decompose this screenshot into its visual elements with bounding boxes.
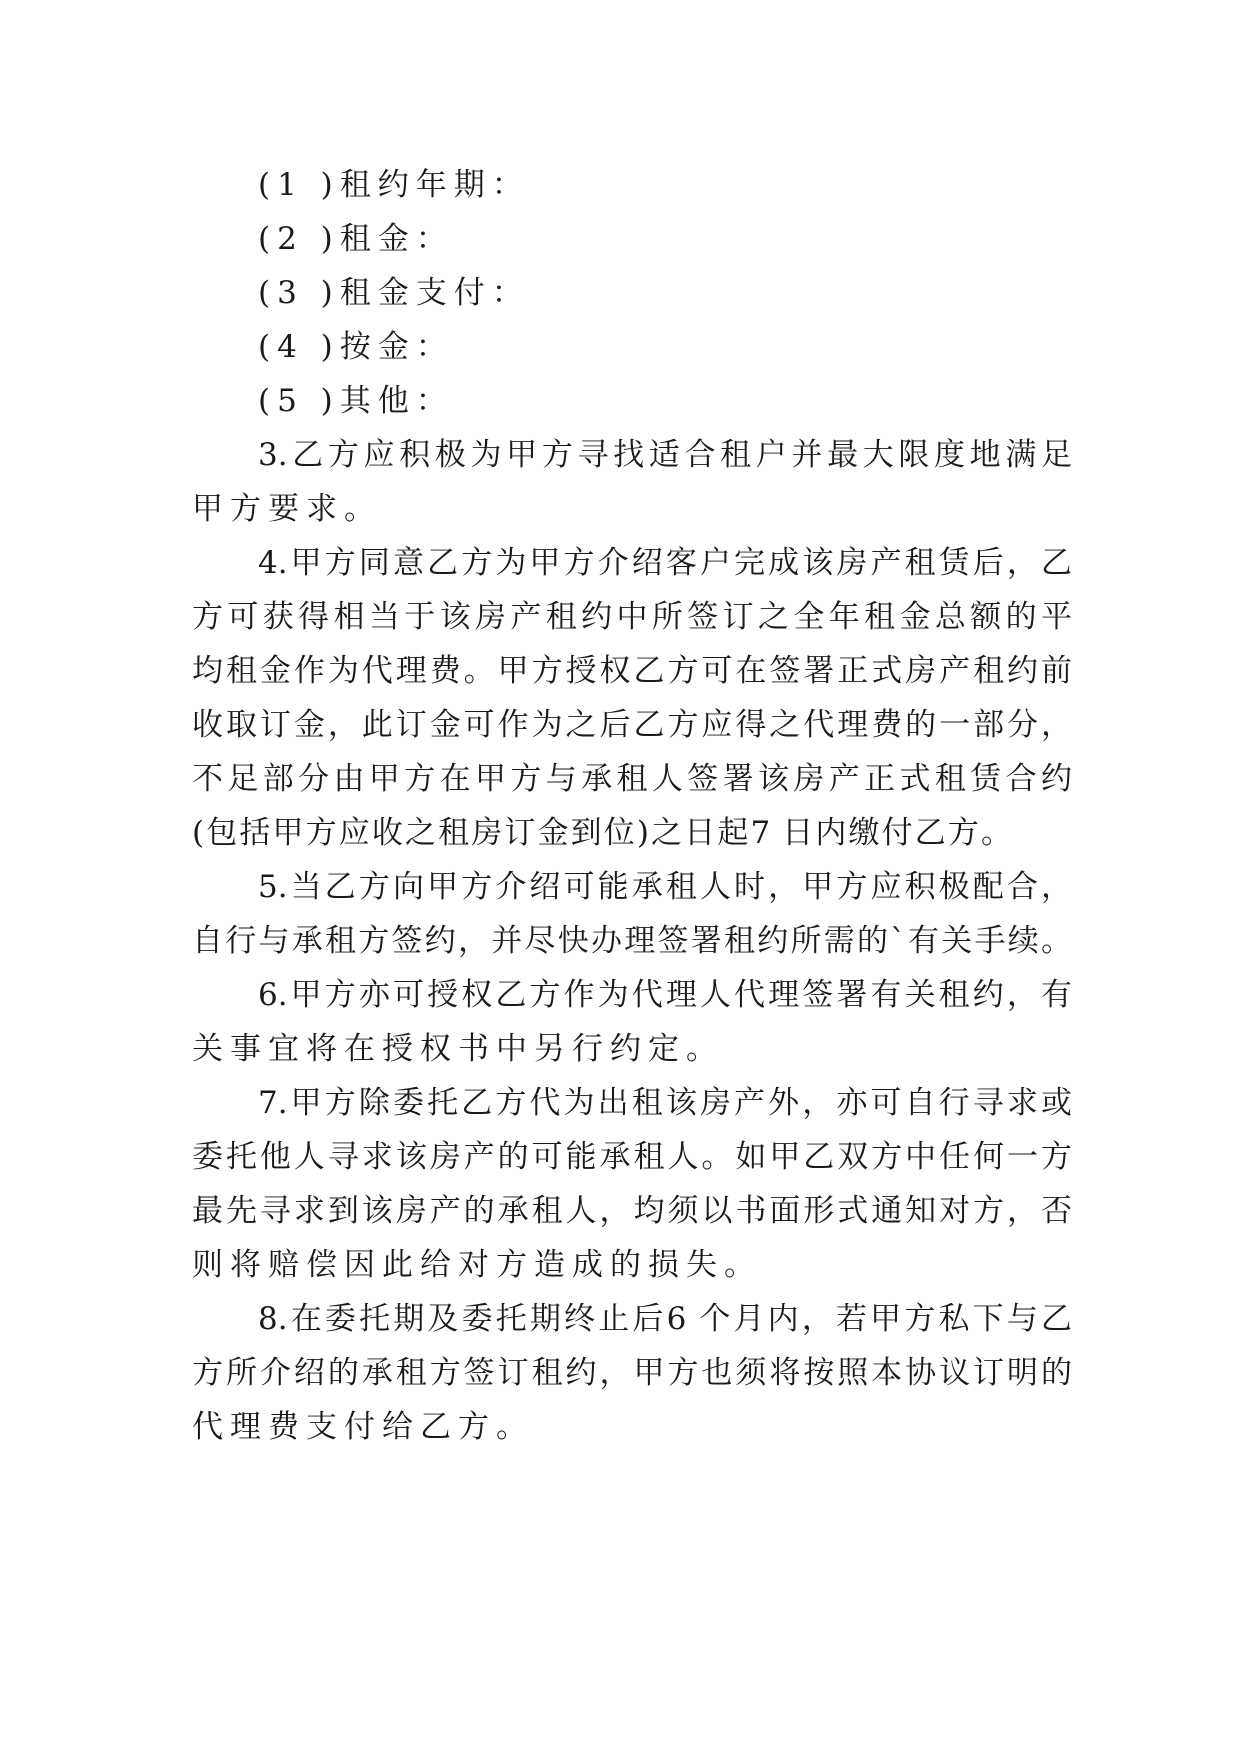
clause-8-line-3: 代理费支付给乙方。	[192, 1409, 534, 1445]
clause-4-line-4: 收取订金，此订金可作为之后乙方应得之代理费的一部分，	[192, 707, 1072, 743]
clause-5-line-1: 5.当乙方向甲方介绍可能承租人时，甲方应积极配合，	[258, 869, 1072, 905]
clause-3-line-2: 甲方要求。	[192, 491, 382, 527]
clause-4-line-6: (包括甲方应收之租房订金到位)之日起7 日内缴付乙方。	[192, 815, 1012, 851]
clause-5-line-2: 自行与承租方签约，并尽快办理签署租约所需的`有关手续。	[192, 923, 1072, 959]
item-4-deposit: (4 )按金：	[258, 329, 454, 365]
clause-7-line-2: 委托他人寻求该房产的可能承租人。如甲乙双方中任何一方	[192, 1139, 1072, 1175]
clause-6-line-1: 6.甲方亦可授权乙方作为代理人代理签署有关租约，有	[258, 977, 1072, 1013]
clause-7-line-3: 最先寻求到该房产的承租人，均须以书面形式通知对方，否	[192, 1193, 1072, 1229]
clause-7-line-1: 7.甲方除委托乙方代为出租该房产外，亦可自行寻求或	[258, 1085, 1072, 1121]
clause-3-line-1: 3.乙方应积极为甲方寻找适合租户并最大限度地满足	[258, 437, 1072, 473]
clause-8-line-1: 8.在委托期及委托期终止后6 个月内，若甲方私下与乙	[258, 1301, 1072, 1337]
item-3-rent-payment: (3 )租金支付：	[258, 275, 530, 311]
clause-4-line-3: 均租金作为代理费。甲方授权乙方可在签署正式房产租约前	[192, 653, 1072, 689]
clause-6-line-2: 关事宜将在授权书中另行约定。	[192, 1031, 724, 1067]
item-5-other: (5 )其他：	[258, 383, 454, 419]
clause-4-line-5: 不足部分由甲方在甲方与承租人签署该房产正式租赁合约	[192, 761, 1072, 797]
clause-8-line-2: 方所介绍的承租方签订租约，甲方也须将按照本协议订明的	[192, 1355, 1072, 1391]
item-1-lease-term: (1 )租约年期：	[258, 167, 530, 203]
clause-7-line-4: 则将赔偿因此给对方造成的损失。	[192, 1247, 762, 1283]
clause-4-line-2: 方可获得相当于该房产租约中所签订之全年租金总额的平	[192, 599, 1072, 635]
clause-4-line-1: 4.甲方同意乙方为甲方介绍客户完成该房产租赁后，乙	[258, 545, 1072, 581]
item-2-rent: (2 )租金：	[258, 221, 454, 257]
